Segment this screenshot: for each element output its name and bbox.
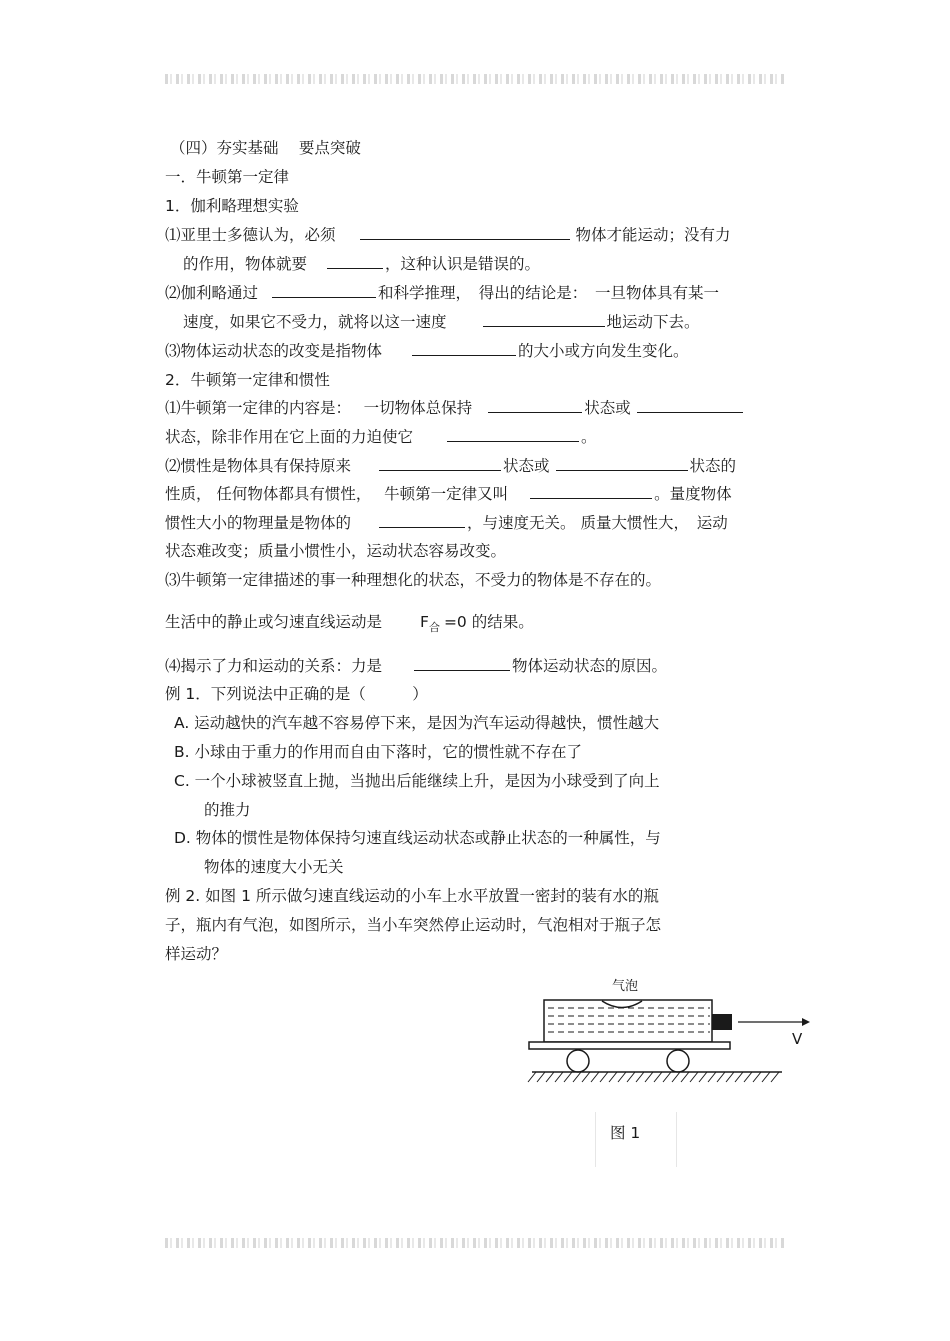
fill-blank [637, 398, 743, 413]
inertia-text-a: ⑵惯性是物体具有保持原来 [165, 457, 352, 475]
inertia-text-d: 性质， 任何物体都具有惯性， 牛顿第一定律又叫 [165, 485, 509, 503]
ground-hatching [528, 1072, 779, 1082]
hatch-stroke [717, 1072, 725, 1082]
example-1-option-c-cont: 的推力 [204, 801, 251, 819]
figure-cart-bottle [520, 970, 820, 1100]
air-bubble [602, 1001, 642, 1008]
footer-noise [165, 1238, 785, 1248]
item-3-text-b: 的大小或方向发生变化。 [518, 342, 689, 360]
item-2-text-d: 地运动下去。 [606, 313, 700, 331]
hatch-stroke [546, 1072, 554, 1082]
item-1-text-b: 物体才能运动；没有力 [575, 226, 731, 244]
force-motion-text-a: ⑷揭示了力和运动的关系：力是 [165, 657, 383, 675]
example-1-option-a: A. 运动越快的汽车越不容易停下来，是因为汽车运动得越快，惯性越大 [174, 714, 660, 732]
inertia-line-3 [165, 513, 728, 533]
fill-blank [412, 341, 516, 356]
inertia-text-e: 。量度物体 [654, 485, 732, 503]
inertia-line-1 [165, 456, 736, 476]
item-2-text-a: ⑵伽利略通过 [165, 284, 259, 302]
fill-blank [530, 484, 652, 499]
fill-blank [327, 254, 383, 269]
item-2-text-c: 速度，如果它不受力，就将以这一速度 [183, 313, 447, 331]
figure-caption: 图 1 [610, 1124, 641, 1142]
inertia-text-g: ，与速度无关。 质量大惯性大， 运动 [467, 514, 728, 532]
bottle-cap [712, 1014, 732, 1030]
example-2-line-3: 样运动？ [165, 945, 228, 963]
hatch-stroke [708, 1072, 716, 1082]
hatch-stroke [618, 1072, 626, 1082]
law-text-d: 。 [581, 428, 597, 446]
inertia-text-b: 状态或 [503, 457, 550, 475]
heading-law-and-inertia: 2．牛顿第一定律和惯性 [165, 371, 330, 389]
hatch-stroke [681, 1072, 689, 1082]
ideal-state-text-b: =0 的结果。 [443, 613, 534, 631]
hatch-stroke [726, 1072, 734, 1082]
law-text-a: ⑴牛顿第一定律的内容是： 一切物体总保持 [165, 399, 473, 417]
law-line-2 [165, 427, 597, 447]
force-motion-text-b: 物体运动状态的原因。 [512, 657, 668, 675]
hatch-stroke [744, 1072, 752, 1082]
item-2-line-1 [165, 283, 719, 303]
hatch-stroke [528, 1072, 536, 1082]
cart-wheel-left [567, 1050, 589, 1072]
item-1-line-2 [183, 254, 540, 274]
item-1-text-a: ⑴亚里士多德认为，必须 [165, 226, 336, 244]
hatch-stroke [537, 1072, 545, 1082]
fill-blank [379, 456, 501, 471]
hatch-stroke [564, 1072, 572, 1082]
fill-blank [414, 656, 510, 671]
cart-wheel-right [667, 1050, 689, 1072]
net-force-subscript: 合 [428, 621, 440, 634]
cart-platform [529, 1042, 730, 1049]
item-1-text-d: ，这种认识是错误的。 [385, 255, 541, 273]
hatch-stroke [771, 1072, 779, 1082]
hatch-stroke [654, 1072, 662, 1082]
hatch-stroke [699, 1072, 707, 1082]
law-text-b: 状态或 [584, 399, 631, 417]
ideal-state-text-a: 生活中的静止或匀速直线运动是 [165, 613, 383, 631]
hatch-stroke [663, 1072, 671, 1082]
inertia-line-4: 状态难改变；质量小惯性小，运动状态容易改变。 [165, 542, 507, 560]
hatch-stroke [573, 1072, 581, 1082]
fill-blank [556, 456, 688, 471]
fill-blank [360, 225, 570, 240]
section-title: （四）夯实基础 要点突破 [170, 139, 361, 157]
hatch-stroke [690, 1072, 698, 1082]
fill-blank [447, 427, 579, 442]
item-1-text-c: 的作用，物体就要 [183, 255, 308, 273]
hatch-stroke [672, 1072, 680, 1082]
example-1-option-d: D. 物体的惯性是物体保持匀速直线运动状态或静止状态的一种属性，与 [174, 829, 661, 847]
hatch-stroke [636, 1072, 644, 1082]
inertia-text-c: 状态的 [689, 457, 737, 475]
hatch-stroke [645, 1072, 653, 1082]
net-force-symbol: F [420, 613, 429, 631]
bubble-label: 气泡 [612, 979, 639, 994]
item-3-text-a: ⑶物体运动状态的改变是指物体 [165, 342, 383, 360]
example-2-line-2: 子，瓶内有气泡，如图所示，当小车突然停止运动时，气泡相对于瓶子怎 [165, 916, 662, 934]
example-1-option-b: B. 小球由于重力的作用而自由下落时，它的惯性就不存在了 [174, 743, 582, 761]
hatch-stroke [735, 1072, 743, 1082]
example-1-option-c: C. 一个小球被竖直上抛，当抛出后能继续上升，是因为小球受到了向上 [174, 772, 660, 790]
law-line-1 [165, 398, 743, 418]
water-lines [548, 1008, 710, 1032]
heading-newtons-first-law: 一．牛顿第一定律 [165, 168, 290, 186]
hatch-stroke [555, 1072, 563, 1082]
ideal-state-line-1: ⑶牛顿第一定律描述的事一种理想化的状态，不受力的物体是不存在的。 [165, 571, 662, 589]
header-noise [165, 74, 785, 84]
hatch-stroke [582, 1072, 590, 1082]
heading-galileo-experiment: 1．伽利略理想实验 [165, 197, 299, 215]
fill-blank [272, 283, 376, 298]
hatch-stroke [753, 1072, 761, 1082]
example-2-line-1: 例 2. 如图 1 所示做匀速直线运动的小车上水平放置一密封的装有水的瓶 [165, 887, 659, 905]
item-2-line-2 [183, 312, 700, 332]
law-text-c: 状态，除非作用在它上面的力迫使它 [165, 428, 414, 446]
hatch-stroke [627, 1072, 635, 1082]
example-1-option-d-cont: 物体的速度大小无关 [204, 858, 344, 876]
fill-blank [379, 513, 465, 528]
hatch-stroke [600, 1072, 608, 1082]
hatch-stroke [591, 1072, 599, 1082]
force-motion-line [165, 656, 667, 676]
inertia-text-f: 惯性大小的物理量是物体的 [165, 514, 352, 532]
item-3 [165, 341, 689, 361]
velocity-arrowhead [802, 1018, 810, 1026]
fill-blank [488, 398, 582, 413]
ideal-state-line-2 [165, 612, 534, 638]
item-1-line-1 [165, 225, 731, 245]
velocity-label: V [792, 1030, 803, 1048]
inertia-line-2 [165, 484, 732, 504]
fill-blank [483, 312, 605, 327]
example-1-question: 例 1．下列说法中正确的是（ ） [165, 685, 428, 703]
hatch-stroke [762, 1072, 770, 1082]
hatch-stroke [609, 1072, 617, 1082]
item-2-text-b: 和科学推理， 得出的结论是： 一旦物体具有某一 [378, 284, 720, 302]
